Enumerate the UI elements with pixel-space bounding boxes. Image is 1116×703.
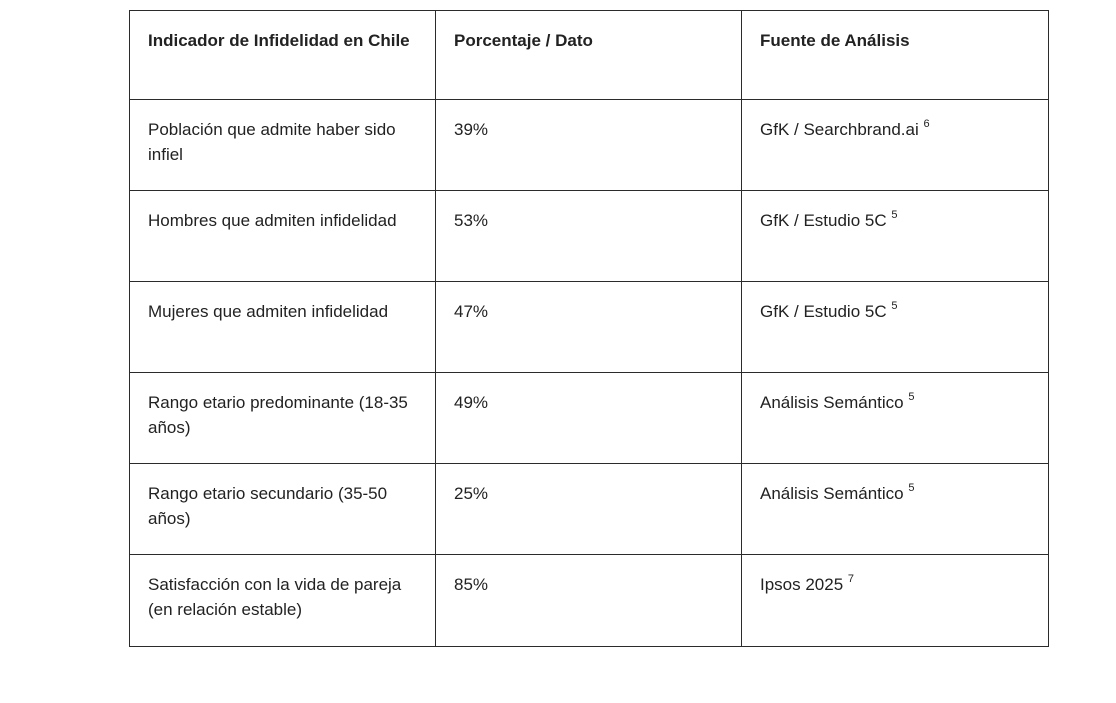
reference-number: 5 <box>908 482 915 495</box>
infidelity-stats-table <box>129 10 1049 647</box>
value-cell: 47% <box>436 282 742 373</box>
indicator-cell: Población que admite haber sido infiel <box>130 100 436 191</box>
source-cell <box>742 100 1049 191</box>
source-text: Ipsos 2025 <box>760 575 844 594</box>
table-row <box>130 100 1049 191</box>
table-row <box>130 191 1049 282</box>
source-cell <box>742 555 1049 647</box>
indicator-cell: Satisfacción con la vida de pareja (en relación estable) <box>130 555 436 647</box>
source-cell <box>742 464 1049 555</box>
table-row <box>130 555 1049 647</box>
source-cell <box>742 373 1049 464</box>
value-cell: 85% <box>436 555 742 647</box>
reference-number: 6 <box>923 118 930 131</box>
source-text: GfK / Estudio 5C <box>760 211 887 230</box>
table-row <box>130 464 1049 555</box>
source-text: GfK / Estudio 5C <box>760 302 887 321</box>
value-cell: 39% <box>436 100 742 191</box>
reference-number: 5 <box>891 300 898 313</box>
value-cell: 49% <box>436 373 742 464</box>
table-row <box>130 282 1049 373</box>
header-value: Porcentaje / Dato <box>436 11 742 100</box>
header-indicator: Indicador de Infidelidad en Chile <box>130 11 436 100</box>
table-header-row <box>130 11 1049 100</box>
indicator-cell: Rango etario predominante (18-35 años) <box>130 373 436 464</box>
table-row <box>130 373 1049 464</box>
indicator-cell: Hombres que admiten infidelidad <box>130 191 436 282</box>
source-text: GfK / Searchbrand.ai <box>760 120 919 139</box>
reference-number: 7 <box>847 573 855 586</box>
value-cell: 53% <box>436 191 742 282</box>
source-text: Análisis Semántico <box>760 393 904 412</box>
reference-number: 5 <box>891 209 898 222</box>
header-source: Fuente de Análisis <box>742 11 1049 100</box>
reference-number: 5 <box>908 391 915 404</box>
indicator-cell: Rango etario secundario (35-50 años) <box>130 464 436 555</box>
source-cell <box>742 282 1049 373</box>
value-cell: 25% <box>436 464 742 555</box>
indicator-cell: Mujeres que admiten infidelidad <box>130 282 436 373</box>
source-cell <box>742 191 1049 282</box>
source-text: Análisis Semántico <box>760 484 904 503</box>
